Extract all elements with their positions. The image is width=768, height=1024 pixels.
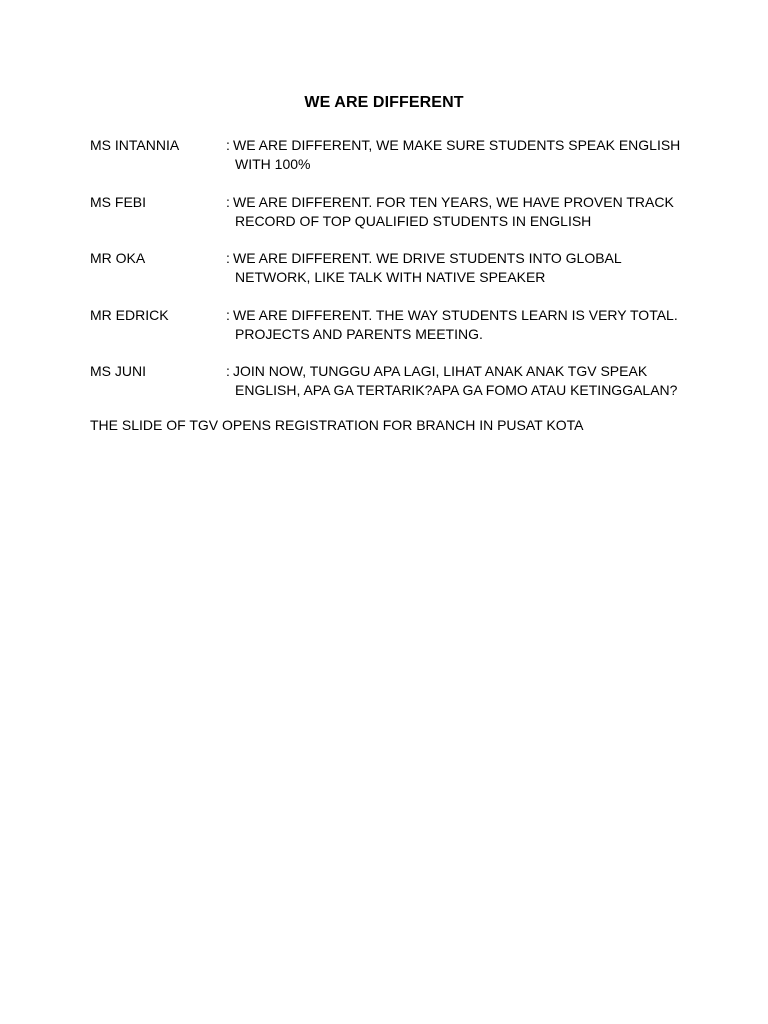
speaker-separator: :: [226, 137, 230, 153]
speaker-separator: :: [226, 250, 230, 266]
speaker-name: MR EDRICK: [90, 306, 169, 323]
dialogue-line-1: WE ARE DIFFERENT, WE MAKE SURE STUDENTS SPEAK ENGLISH: [233, 137, 681, 153]
speaker-separator: :: [226, 193, 230, 210]
dialogue-line-1: JOIN NOW, TUNGGU APA LAGI, LIHAT ANAK ANAK TGV SPEAK: [233, 363, 648, 379]
dialogue-line-2: PROJECTS AND PARENTS MEETING.: [235, 325, 483, 342]
speaker-name: MS INTANNIA: [90, 137, 180, 153]
footer-statement: THE SLIDE OF TGV OPENS REGISTRATION FOR BRANCH IN PUSAT KOTA: [90, 417, 584, 433]
speaker-separator: :: [226, 306, 230, 323]
dialogue-line-2: NETWORK, LIKE TALK WITH NATIVE SPEAKER: [235, 269, 546, 285]
dialogue-line-1: WE ARE DIFFERENT. THE WAY STUDENTS LEARN IS VERY TOTAL.: [233, 306, 678, 323]
dialogue-line-1: WE ARE DIFFERENT. WE DRIVE STUDENTS INTO GLOBAL: [233, 250, 622, 266]
dialogue-line-2: WITH 100%: [235, 156, 311, 172]
speaker-name: MS FEBI: [90, 193, 147, 210]
dialogue-entry: [90, 136, 690, 193]
dialogue-entry: [90, 193, 690, 250]
dialogue-entry: [90, 306, 690, 363]
document-title: WE ARE DIFFERENT: [304, 94, 464, 111]
speaker-name: MR OKA: [90, 250, 146, 266]
dialogue-line-2: RECORD OF TOP QUALIFIED STUDENTS IN ENGLISH: [235, 212, 592, 229]
dialogue-entry: [90, 362, 690, 419]
speaker-separator: :: [226, 363, 230, 379]
dialogue-entry: [90, 249, 690, 306]
dialogue-line-2: ENGLISH, APA GA TERTARIK?APA GA FOMO ATAU KETINGGALAN?: [235, 382, 678, 398]
dialogue-list: [90, 136, 690, 419]
speaker-name: MS JUNI: [90, 363, 146, 379]
dialogue-line-1: WE ARE DIFFERENT. FOR TEN YEARS, WE HAVE PROVEN TRACK: [233, 193, 674, 210]
